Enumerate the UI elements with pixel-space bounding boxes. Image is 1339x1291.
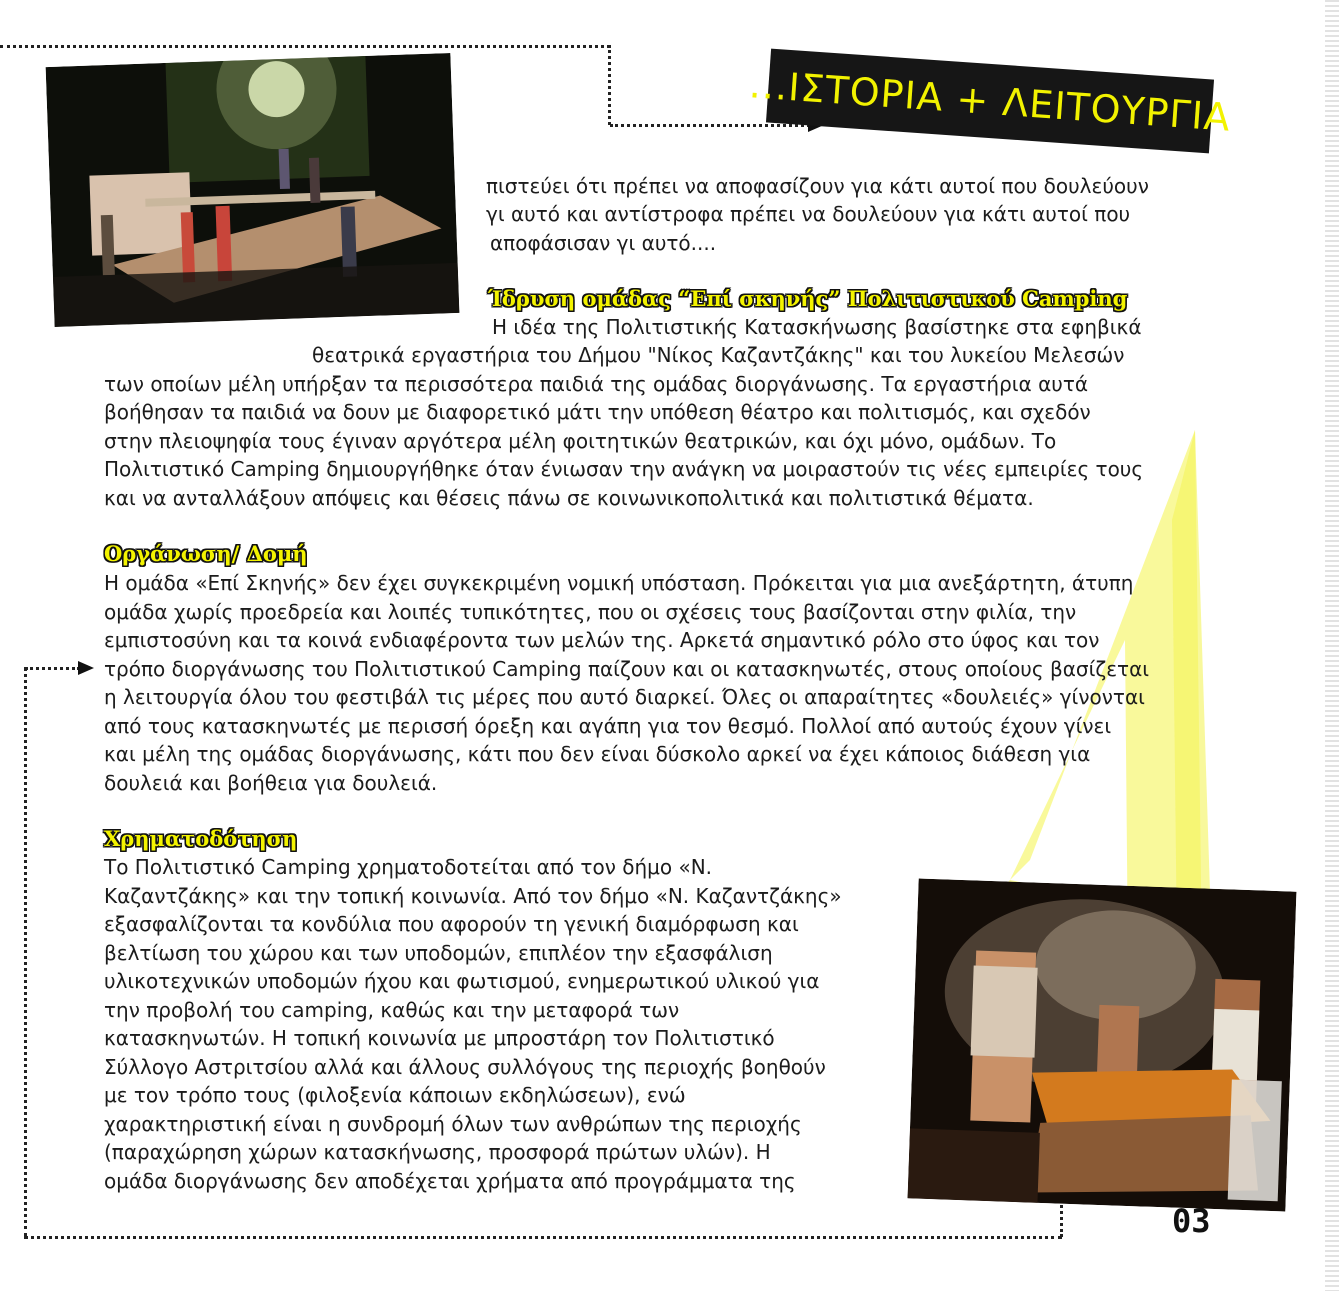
text-line: θεατρικά εργαστήρια του Δήμου "Νίκος Καζαντζάκης" και του λυκείου Μελεσών — [312, 343, 1125, 367]
text-line: με τον τρόπο τους (φιλοξενία κάποιων εκδηλώσεων), ενώ — [104, 1083, 686, 1107]
stage-building-night-photo — [46, 53, 460, 327]
dotted-line-bottom-rise — [1060, 1200, 1063, 1237]
text-line: χαρακτηριστική είναι η συνδρομή όλων των ανθρώπων της περιοχής — [104, 1112, 802, 1136]
section-title: ...ΙΣΤΟΡΙΑ + ΛΕΙΤΟΥΡΓΙΑ — [747, 62, 1233, 140]
grill-cooking-night-photo — [908, 879, 1297, 1212]
text-line: Πολιτιστικό Camping δημιουργήθηκε όταν ένιωσαν την ανάγκη να μοιραστούν τις νέες εμπειρίες τους — [104, 457, 1144, 481]
text-line: από τους κατασκηνωτές με περισσή όρεξη και αγάπη για τον θεσμό. Πολλοί από αυτούς έχουν γίνει — [104, 714, 1112, 738]
text-line: τρόπο διοργάνωσης του Πολιτιστικού Camping παίζουν και οι κατασκηνωτές, στους οποίους βασίζεται — [104, 657, 1150, 681]
text-line: στην πλειοψηφία τους έγιναν αργότερα μέλη φοιτητικών θεατρικών, και όχι μόνο, ομάδων. Το — [104, 429, 1057, 453]
text-line: Η ιδέα της Πολιτιστικής Κατασκήνωσης βασίστηκε στα εφηβικά — [492, 315, 1142, 339]
section-heading-founding: Ίδρυση ομάδας “Επί σκηνής” Πολιτιστικού Camping — [488, 286, 1128, 311]
dotted-line-bottom — [24, 1236, 1062, 1239]
text-line: πιστεύει ότι πρέπει να αποφασίζουν για κάτι αυτοί που δουλεύουν — [486, 174, 1149, 198]
text-line: κατασκηνωτών. Η τοπική κοινωνία με μπροστάρη τον Πολιτιστικό — [104, 1026, 775, 1050]
text-line: και να ανταλλάξουν απόψεις και θέσεις πάνω σε κοινωνικοπολιτικά και πολιτιστικά θέματα. — [104, 486, 1034, 510]
text-line: γι αυτό και αντίστροφα πρέπει να δουλεύουν για κάτι αυτοί που — [486, 202, 1131, 226]
text-line: η λειτουργία όλου του φεστιβάλ τις μέρες που αυτό διαρκεί. Όλες οι απαραίτητες «δουλειές» γίνονται — [104, 685, 1145, 709]
text-line: εξασφαλίζονται τα κονδύλια που αφορούν τη γενική διαμόρφωση και — [104, 912, 799, 936]
text-line: Καζαντζάκης» και την τοπική κοινωνία. Από τον δήμο «Ν. Καζαντζάκης» — [104, 884, 842, 908]
page-number: 03 — [1172, 1202, 1211, 1240]
text-line: (παραχώρηση χώρων κατασκήνωσης, προσφορά πρώτων υλών). Η — [104, 1140, 771, 1164]
text-line: Σύλλογο Αστριτσίου αλλά και άλλους συλλόγους της περιοχής βοηθούν — [104, 1055, 826, 1079]
text-line: ομάδα χωρίς προεδρεία και λοιπές τυπικότητες, που οι σχέσεις τους βασίζονται στην φιλία, την — [104, 600, 1077, 624]
text-line: δουλειά και βοήθεια για δουλειά. — [104, 771, 438, 795]
dotted-line-top — [0, 45, 610, 48]
text-line: Η ομάδα «Επί Σκηνής» δεν έχει συγκεκριμένη νομική υπόσταση. Πρόκειται για μια ανεξάρτητη, άτυπη — [104, 571, 1134, 595]
text-line: των οποίων μέλη υπήρξαν τα περισσότερα παιδιά της ομάδας διοργάνωσης. Τα εργαστήρια αυτά — [104, 372, 1089, 396]
text-line: Το Πολιτιστικό Camping χρηματοδοτείται από τον δήμο «Ν. — [104, 855, 713, 879]
text-line: ομάδα διοργάνωσης δεν αποδέχεται χρήματα από προγράμματα της — [104, 1169, 796, 1193]
section-heading-funding: Χρηματοδότηση — [104, 826, 298, 851]
text-line: την προβολή του camping, καθώς και την μεταφορά των — [104, 998, 680, 1022]
page-edge-border — [1325, 0, 1339, 1291]
text-line: υλικοτεχνικών υποδομών ήχου και φωτισμού, ενημερωτικού υλικού για — [104, 969, 820, 993]
text-line: εμπιστοσύνη και τα κοινά ενδιαφέροντα των μελών της. Αρκετά σημαντικό ρόλο στο ύφος και τον — [104, 628, 1100, 652]
text-line: αποφάσισαν γι αυτό.... — [490, 231, 717, 255]
text-line: βοήθησαν τα παιδιά να δουν με διαφορετικό μάτι την υπόθεση θέατρο και πολιτισμός, και σχεδόν — [104, 400, 1091, 424]
dotted-line-mid — [25, 667, 80, 670]
dotted-line-to-title — [610, 124, 810, 127]
arrow-right-icon — [78, 661, 94, 675]
text-line: βελτίωση του χώρου και των υποδομών, επιπλέον την εξασφάλιση — [104, 941, 773, 965]
dotted-line-top-drop — [608, 45, 611, 125]
text-line: και μέλη της ομάδας διοργάνωσης, κάτι που δεν είναι δύσκολο αρκεί να έχει κάποιος διάθεση για — [104, 742, 1091, 766]
section-heading-organization: Οργάνωση/ Δομή — [104, 541, 308, 566]
dotted-line-left — [24, 667, 27, 1237]
